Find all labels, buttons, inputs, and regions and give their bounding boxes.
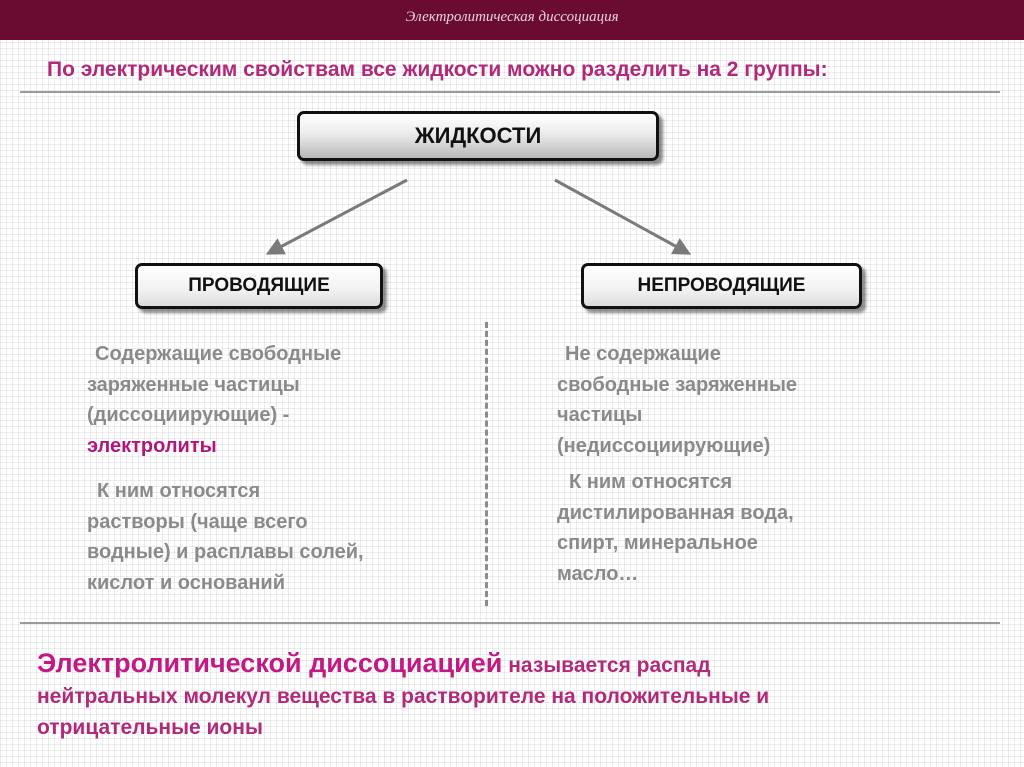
left-p1-l3: (диссоциирующие) - [87, 404, 290, 426]
box-conducting [135, 263, 383, 309]
definition [37, 648, 997, 743]
left-p2-l4: кислот и оснований [87, 571, 285, 594]
arrow-right [555, 180, 688, 253]
definition-term: Электролитической диссоциацией [37, 648, 503, 678]
right-p2-l4: масло… [557, 562, 639, 585]
left-p2-l1: К ним относятся [97, 480, 261, 502]
subtitle: По электрическим свойствам все жидкости можно разделить на 2 группы: [47, 58, 828, 81]
definition-line1-rest: называется распад [502, 654, 711, 677]
box-nonconducting [581, 263, 862, 309]
electrolytes-term: электролиты [87, 434, 217, 457]
left-examples [87, 476, 467, 598]
definition-line3: отрицательные ионы [37, 716, 263, 739]
left-p2-l2: растворы (чаще всего [87, 510, 308, 533]
right-description [557, 339, 957, 461]
nonconducting-label: НЕПРОВОДЯЩИЕ [637, 275, 806, 296]
left-p1-l1: Содержащие свободные [95, 343, 342, 365]
right-p1-l1: Не содержащие [565, 343, 721, 365]
bottom-divider [20, 622, 1000, 624]
right-p1-l2: свободные заряженные [557, 373, 798, 396]
left-p2-l3: водные) и расплавы солей, [87, 541, 364, 563]
right-examples [557, 467, 957, 589]
root-label: ЖИДКОСТИ [414, 123, 542, 148]
dashed-separator [485, 322, 488, 606]
right-p2-l2: дистилированная вода, [557, 501, 794, 524]
definition-line2: нейтральных молекул вещества в растворителе на положительные и [37, 685, 770, 708]
header-title: Электролитическая диссоциация [405, 9, 619, 25]
arrow-left [269, 180, 407, 253]
left-p1-l2: заряженные частицы [87, 373, 300, 396]
right-p1-l3: частицы [557, 404, 643, 426]
right-p2-l1: К ним относятся [569, 471, 733, 493]
left-description [87, 339, 467, 461]
right-p1-l4: (недиссоциирующие) [557, 434, 771, 457]
conducting-label: ПРОВОДЯЩИЕ [188, 275, 330, 296]
right-p2-l3: спирт, минеральное [557, 532, 758, 554]
